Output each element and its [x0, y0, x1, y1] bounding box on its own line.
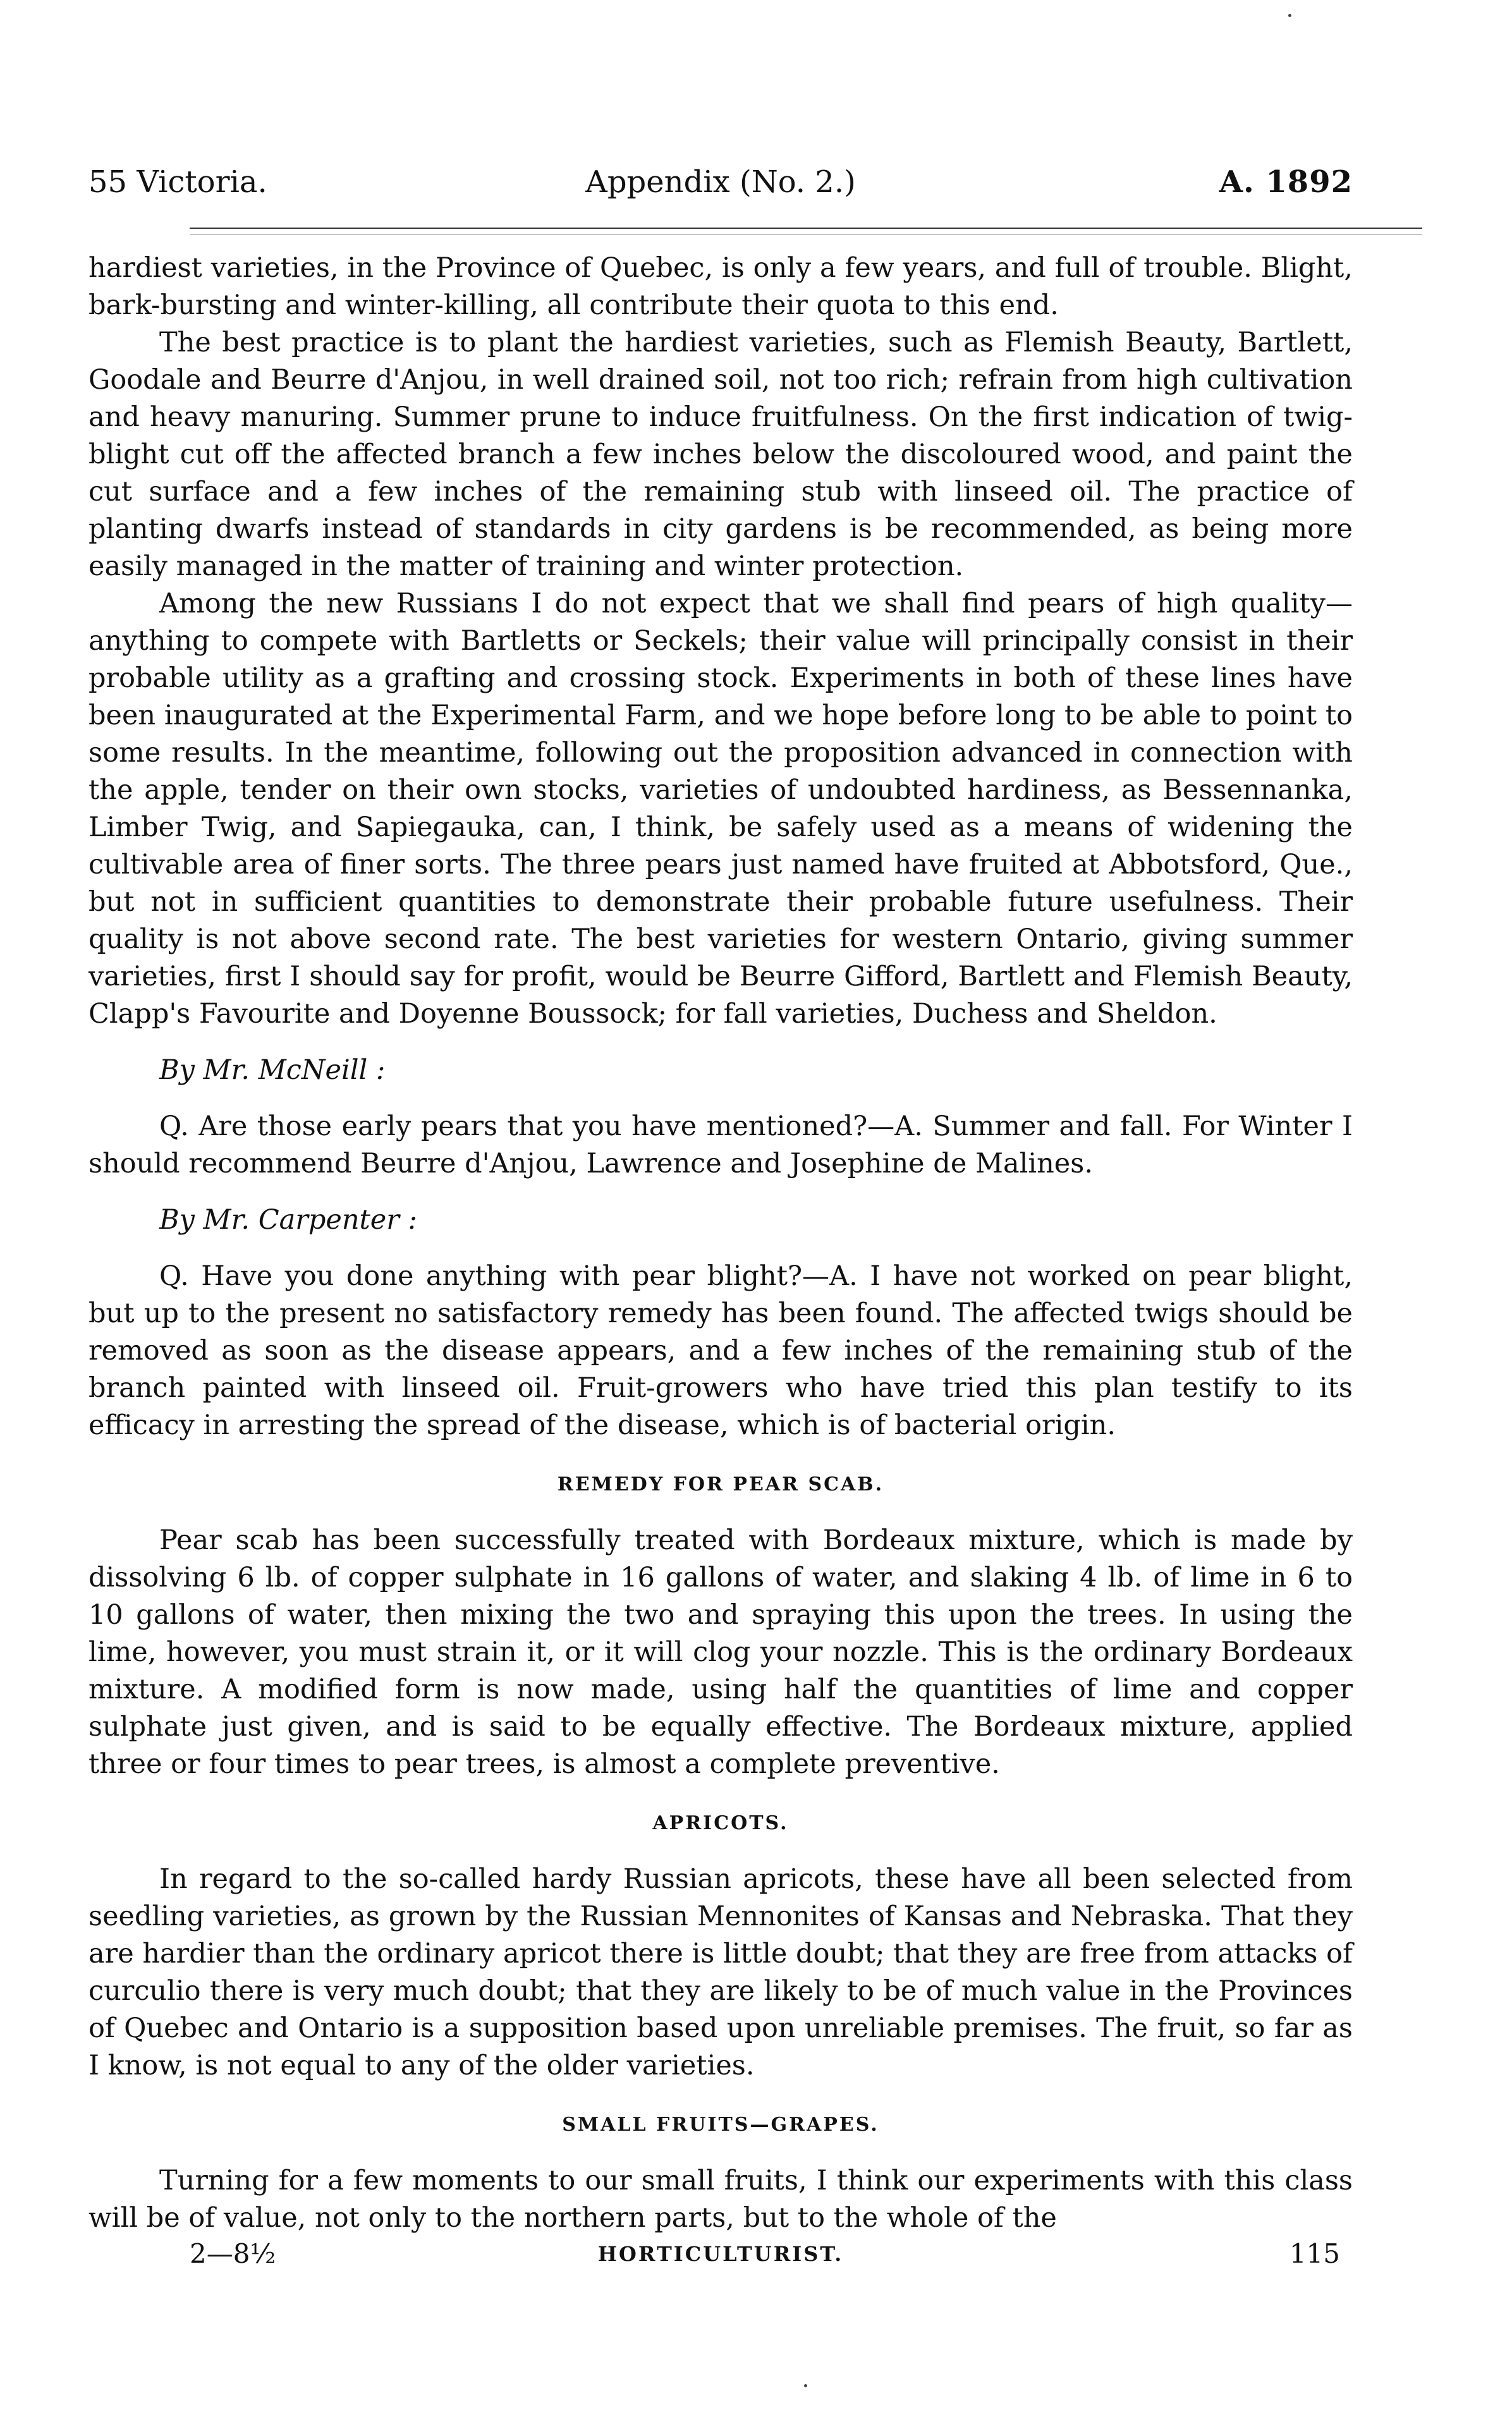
page-footer: [88, 2238, 1353, 2276]
running-header: [88, 152, 1353, 228]
footer-title: HORTICULTURIST.: [597, 2242, 844, 2266]
paragraph: The best practice is to plant the hardiest varieties, such as Flemish Beauty, Bartlett, Goodale and Beurre d'Anjou, in well drained soil, not too rich; refrain from high cultivation and heavy manuring. Summer prune to induce fruitfulness. On the first indication of twig-blight cut off the affected branch a few inches below the discoloured wood, and paint the cut surface and a few inches of the remaining stub with linseed oil. The practice of planting dwarfs instead of standards in city gardens is be recommended, as being more easily managed in the matter of training and winter protection.: [88, 327, 1353, 582]
question-answer: Q. Are those early pears that you have mentioned?—A. Summer and fall. For Winter I should recommend Beurre d'Anjou, Lawrence and Josephine de Malines.: [88, 1111, 1353, 1179]
page: [88, 152, 1353, 2276]
section-heading: SMALL FRUITS—GRAPES.: [562, 2114, 879, 2136]
page-number: 115: [1289, 2238, 1340, 2269]
section-heading: REMEDY FOR PEAR SCAB.: [557, 1473, 884, 1495]
speaker-label: By Mr. McNeill :: [159, 1054, 386, 1086]
paragraph: Turning for a few moments to our small fruits, I think our experiments with this class will be of value, not only to the northern parts, but to the whole of the: [88, 2165, 1353, 2234]
signature-mark: 2—8½: [190, 2238, 276, 2269]
scan-speck: [1288, 14, 1291, 17]
section-heading: APRICOTS.: [652, 1812, 789, 1834]
header-session: 55 Victoria.: [88, 164, 267, 200]
paragraph: hardiest varieties, in the Province of Quebec, is only a few years, and full of trouble. Blight, bark-bursting and winter-killing, all contribute their quota to this end.: [88, 252, 1353, 321]
body-text: [88, 250, 1353, 2237]
header-year: A. 1892: [1219, 164, 1353, 200]
paragraph: Pear scab has been successfully treated with Bordeaux mixture, which is made by dissolving 6 lb. of copper sulphate in 16 gallons of water, and slaking 4 lb. of lime in 6 to 10 gallons of water, then mixing the two and spraying this upon the trees. In using the lime, however, you must strain it, or it will clog your nozzle. This is the ordinary Bordeaux mixture. A modified form is now made, using half the quantities of lime and copper sulphate just given, and is said to be equally effective. The Bordeaux mixture, applied three or four times to pear trees, is almost a complete preventive.: [88, 1525, 1353, 1780]
header-appendix: Appendix (No. 2.): [585, 164, 856, 200]
paragraph: In regard to the so-called hardy Russian apricots, these have all been selected from seedling varieties, as grown by the Russian Mennonites of Kansas and Nebraska. That they are hardier than the ordinary apricot there is little doubt; that they are free from attacks of curculio there is very much doubt; that they are likely to be of much value in the Provinces of Quebec and Ontario is a supposition based upon unreliable premises. The fruit, so far as I know, is not equal to any of the older varieties.: [88, 1863, 1353, 2081]
header-rule: [190, 228, 1422, 234]
speaker-label: By Mr. Carpenter :: [159, 1204, 417, 1236]
question-answer: Q. Have you done anything with pear blight?—A. I have not worked on pear blight, but up to the present no satisfactory remedy has been found. The affected twigs should be removed as soon as the disease appears, and a few inches of the remaining stub of the branch painted with linseed oil. Fruit-growers who have tried this plan testify to its efficacy in arresting the spread of the disease, which is of bacterial origin.: [88, 1260, 1353, 1441]
paragraph: Among the new Russians I do not expect that we shall find pears of high quality—anything to compete with Bartletts or Seckels; their value will principally consist in their probable utility as a grafting and crossing stock. Experiments in both of these lines have been inaugurated at the Experimental Farm, and we hope before long to be able to point to some results. In the meantime, following out the proposition advanced in connection with the apple, tender on their own stocks, varieties of undoubted hardiness, as Bessennanka, Limber Twig, and Sapiegauka, can, I think, be safely used as a means of widening the cultivable area of finer sorts. The three pears just named have fruited at Abbotsford, Que., but not in sufficient quantities to demonstrate their probable future usefulness. Their quality is not above second rate. The best varieties for western Ontario, giving summer varieties, first I should say for profit, would be Beurre Gifford, Bartlett and Flemish Beauty, Clapp's Favourite and Doyenne Boussock; for fall varieties, Duchess and Sheldon.: [88, 588, 1353, 1030]
scan-speck: [804, 2384, 807, 2387]
